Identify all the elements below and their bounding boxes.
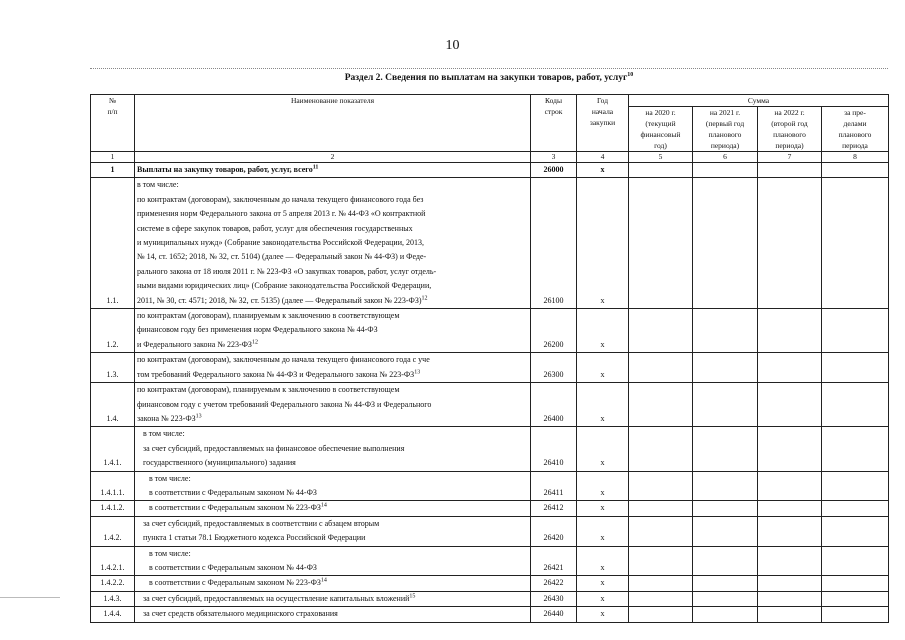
row-code: 26440 xyxy=(531,607,577,622)
sum-cell xyxy=(822,501,889,516)
footnote-ref: 11 xyxy=(312,164,319,171)
row-code: 26410 xyxy=(531,427,577,471)
row-number: 1.4. xyxy=(91,383,135,427)
indicator-line: и Федерального закона № 223-ФЗ$^{12}$ xyxy=(137,339,258,349)
sum-cell xyxy=(758,501,822,516)
table-row xyxy=(91,516,889,546)
sum-cell xyxy=(629,309,693,353)
footnote-ref: 10 xyxy=(627,71,634,78)
row-year: x xyxy=(577,607,629,622)
sum-cell xyxy=(693,427,758,471)
sum-cell xyxy=(693,516,758,546)
sum-cell xyxy=(822,471,889,501)
header-beyond: за пре- делами планового периода xyxy=(822,107,889,152)
indicator-line: в соответствии с Федеральным законом № 223-ФЗ$^{14}$ xyxy=(149,577,327,588)
indicator-line: пункта 1 статьи 78.1 Бюджетного кодекса Российской Федерации xyxy=(143,533,366,543)
row-number: 1 xyxy=(91,163,135,178)
sum-cell xyxy=(822,309,889,353)
indicator-line: системе в сфере закупок товаров, работ, услуг для обеспечения государственных xyxy=(137,223,413,233)
section-title-text: Раздел 2. Сведения по выплатам на закупки товаров, работ, услуг$^{10}$ xyxy=(344,71,634,83)
row-year: x xyxy=(577,546,629,576)
footnote-ref: 13 xyxy=(414,369,421,376)
indicator-name xyxy=(135,501,531,516)
row-number: 1.1. xyxy=(91,178,135,309)
indicator-line: за счет субсидий, предоставляемых на осуществление капитальных вложений$^{15}$ xyxy=(143,593,416,603)
indicator-line: по контрактам (договорам), заключенным до начала текущего финансового года с уче xyxy=(137,355,430,365)
table-row xyxy=(91,501,889,516)
header-2021: на 2021 г. (первый год планового периода) xyxy=(693,107,758,152)
row-year: x xyxy=(577,516,629,546)
sum-cell xyxy=(758,309,822,353)
sum-cell xyxy=(693,353,758,383)
footnote-ref: 13 xyxy=(195,413,202,420)
sum-cell xyxy=(693,178,758,309)
indicator-name xyxy=(135,546,531,576)
header-sum: Сумма xyxy=(629,95,889,107)
sum-cell xyxy=(629,178,693,309)
sum-cell xyxy=(629,383,693,427)
indicator-name xyxy=(135,163,531,178)
column-number: 4 xyxy=(577,152,629,163)
indicator-line: ными видами юридических лиц» (Собрание законодательства Российской Федерации, xyxy=(137,281,432,291)
indicator-line: в том числе: xyxy=(137,180,179,190)
column-number: 8 xyxy=(822,152,889,163)
indicator-line: применения норм Федерального закона от 5 апреля 2013 г. № 44-ФЗ «О контрактной xyxy=(137,209,426,219)
row-code: 26430 xyxy=(531,591,577,606)
indicator-line: закона № 223-ФЗ$^{13}$ xyxy=(137,413,202,423)
footnote-ref: 15 xyxy=(409,593,416,600)
indicator-line: в том числе: xyxy=(149,473,191,483)
page-number: 10 xyxy=(445,38,460,53)
table-row xyxy=(91,163,889,178)
row-year: x xyxy=(577,501,629,516)
sum-cell xyxy=(693,383,758,427)
row-number: 1.3. xyxy=(91,353,135,383)
sum-cell xyxy=(822,353,889,383)
indicator-line: № 14, ст. 1652; 2018, № 32, ст. 5104) (далее — Федеральный закон № 44-ФЗ) и Феде- xyxy=(137,252,427,262)
sum-cell xyxy=(758,591,822,606)
header-year: Год начала закупки xyxy=(577,95,629,152)
column-number: 2 xyxy=(135,152,531,163)
indicator-line: по контрактам (договорам), планируемым к заключению в соответствующем xyxy=(137,385,400,395)
sum-cell xyxy=(822,427,889,471)
header-2020: на 2020 г. (текущий финансовый год) xyxy=(629,107,693,152)
footnote-ref: 12 xyxy=(421,295,428,301)
indicator-line: Выплаты на закупку товаров, работ, услуг, всего$^{11}$ xyxy=(137,164,319,174)
row-number: 1.4.1.2. xyxy=(91,501,135,516)
row-number: 1.4.4. xyxy=(91,607,135,622)
table-row xyxy=(91,309,889,353)
row-number: 1.4.2.1. xyxy=(91,546,135,576)
indicator-line: 2011, № 30, ст. 4571; 2018, № 32, ст. 5135) (далее — Федеральный закон № 223-ФЗ)$^{12}$ xyxy=(137,295,428,305)
sum-cell xyxy=(693,591,758,606)
sum-cell xyxy=(629,576,693,591)
indicator-name xyxy=(135,383,531,427)
row-number: 1.4.2. xyxy=(91,516,135,546)
header-code: Коды строк xyxy=(531,95,577,152)
header-num: № п/п xyxy=(91,95,135,152)
row-code: 26420 xyxy=(531,516,577,546)
header-name: Наименование показателя xyxy=(135,95,531,152)
sum-cell xyxy=(758,471,822,501)
row-year: x xyxy=(577,178,629,309)
sum-cell xyxy=(822,576,889,591)
indicator-line: за счет средств обязательного медицинского страхования xyxy=(143,609,338,619)
sum-cell xyxy=(758,383,822,427)
table-row xyxy=(91,607,889,622)
row-year: x xyxy=(577,427,629,471)
row-number: 1.4.1. xyxy=(91,427,135,471)
table-row xyxy=(91,353,889,383)
sum-cell xyxy=(822,163,889,178)
sum-cell xyxy=(822,546,889,576)
sum-cell xyxy=(758,546,822,576)
footnote-ref: 14 xyxy=(320,577,327,584)
column-number: 5 xyxy=(629,152,693,163)
header-row-1 xyxy=(91,95,889,107)
indicator-name xyxy=(135,576,531,591)
row-code: 26422 xyxy=(531,576,577,591)
column-number: 1 xyxy=(91,152,135,163)
indicator-line: в соответствии с Федеральным законом № 44-ФЗ xyxy=(149,562,317,572)
indicator-line: в соответствии с Федеральным законом № 223-ФЗ$^{14}$ xyxy=(149,502,327,513)
header-2022: на 2022 г. (второй год планового периода) xyxy=(758,107,822,152)
sum-cell xyxy=(758,607,822,622)
indicator-name xyxy=(135,427,531,471)
sum-cell xyxy=(629,546,693,576)
table-row xyxy=(91,591,889,606)
sum-cell xyxy=(693,607,758,622)
table-row xyxy=(91,427,889,471)
sum-cell xyxy=(629,516,693,546)
sum-cell xyxy=(693,309,758,353)
row-number: 1.4.3. xyxy=(91,591,135,606)
sum-cell xyxy=(758,427,822,471)
indicator-name xyxy=(135,471,531,501)
row-code: 26421 xyxy=(531,546,577,576)
column-number: 3 xyxy=(531,152,577,163)
indicator-line: по контрактам (договорам), заключенным до начала текущего финансового года без xyxy=(137,194,424,204)
row-year: x xyxy=(577,471,629,501)
sum-cell xyxy=(629,163,693,178)
sum-cell xyxy=(758,576,822,591)
row-code: 26100 xyxy=(531,178,577,309)
indicator-name xyxy=(135,516,531,546)
sum-cell xyxy=(629,353,693,383)
indicator-name xyxy=(135,607,531,622)
table-row xyxy=(91,576,889,591)
sum-cell xyxy=(758,178,822,309)
row-number: 1.2. xyxy=(91,309,135,353)
sum-cell xyxy=(758,516,822,546)
sum-cell xyxy=(758,163,822,178)
indicator-line: рального закона от 18 июля 2011 г. № 223-ФЗ «О закупках товаров, работ, услуг отдель- xyxy=(137,266,437,276)
footnote-ref: 14 xyxy=(320,502,327,509)
indicator-line: финансовом году без применения норм Федерального закона № 44-ФЗ xyxy=(137,325,378,335)
sum-cell xyxy=(629,591,693,606)
row-number: 1.4.2.2. xyxy=(91,576,135,591)
indicator-line: в том числе: xyxy=(149,548,191,558)
sum-cell xyxy=(822,591,889,606)
payments-table xyxy=(90,94,889,623)
sum-cell xyxy=(629,427,693,471)
row-year: x xyxy=(577,591,629,606)
indicator-line: за счет субсидий, предоставляемых на финансовое обеспечение выполнения xyxy=(143,443,405,453)
row-year: x xyxy=(577,383,629,427)
column-number: 6 xyxy=(693,152,758,163)
row-year: x xyxy=(577,309,629,353)
indicator-line: в том числе: xyxy=(143,429,185,439)
sum-cell xyxy=(693,576,758,591)
indicator-line: том требований Федерального закона № 44-ФЗ и Федерального закона № 223-ФЗ$^{13}$ xyxy=(137,369,421,379)
indicator-line: за счет субсидий, предоставляемых в соответствии с абзацем вторым xyxy=(143,518,380,528)
row-number: 1.4.1.1. xyxy=(91,471,135,501)
indicator-line: и муниципальных нужд» (Собрание законодательства Российской Федерации, 2013, xyxy=(137,238,424,248)
sum-cell xyxy=(629,471,693,501)
indicator-name xyxy=(135,591,531,606)
row-year: x xyxy=(577,576,629,591)
indicator-line: государственного (муниципального) задания xyxy=(143,458,296,468)
row-code: 26000 xyxy=(531,163,577,178)
table-row xyxy=(91,178,889,309)
table-row xyxy=(91,546,889,576)
column-numbers-row xyxy=(91,152,889,163)
sum-cell xyxy=(693,163,758,178)
column-number: 7 xyxy=(758,152,822,163)
indicator-name xyxy=(135,178,531,309)
sum-cell xyxy=(822,178,889,309)
indicator-line: в соответствии с Федеральным законом № 44-ФЗ xyxy=(149,487,317,497)
indicator-name xyxy=(135,309,531,353)
section-title xyxy=(90,68,888,89)
row-code: 26411 xyxy=(531,471,577,501)
sum-cell xyxy=(693,501,758,516)
footnote-ref: 12 xyxy=(251,339,258,346)
row-year: x xyxy=(577,353,629,383)
sum-cell xyxy=(629,607,693,622)
row-code: 26400 xyxy=(531,383,577,427)
sum-cell xyxy=(693,471,758,501)
sum-cell xyxy=(693,546,758,576)
sum-cell xyxy=(629,501,693,516)
sum-cell xyxy=(822,516,889,546)
table-row xyxy=(91,471,889,501)
row-code: 26200 xyxy=(531,309,577,353)
sum-cell xyxy=(822,607,889,622)
row-code: 26412 xyxy=(531,501,577,516)
table-row xyxy=(91,383,889,427)
indicator-line: финансовом году с учетом требований Федерального закона № 44-ФЗ и Федерального xyxy=(137,399,432,409)
sum-cell xyxy=(758,353,822,383)
indicator-name xyxy=(135,353,531,383)
indicator-line: по контрактам (договорам), планируемым к заключению в соответствующем xyxy=(137,311,400,321)
row-year: x xyxy=(577,163,629,178)
row-code: 26300 xyxy=(531,353,577,383)
sum-cell xyxy=(822,383,889,427)
margin-line xyxy=(0,597,60,598)
